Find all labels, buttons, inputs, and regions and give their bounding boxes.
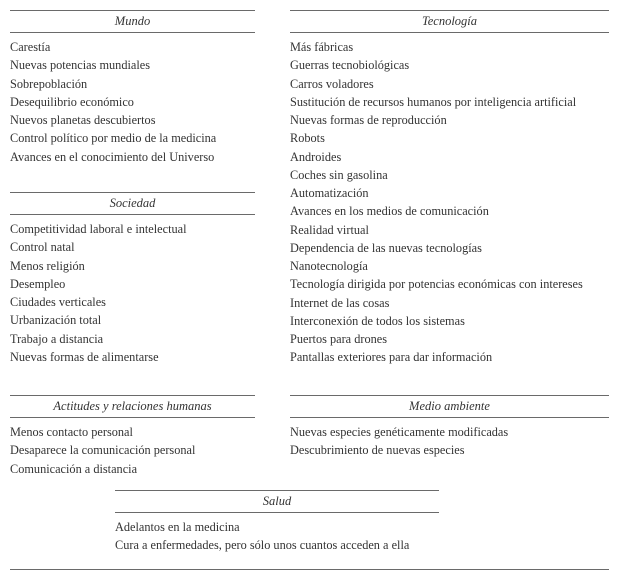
list-item: Dependencia de las nuevas tecnologías (290, 240, 482, 255)
section-title-rule (10, 417, 255, 418)
item-list (10, 38, 255, 166)
list-item: Nuevos planetas descubiertos (10, 113, 156, 127)
list-item: Androides (290, 149, 342, 164)
section-medio-ambiente (290, 395, 609, 460)
list-item: Control político por medio de la medicina (10, 131, 217, 146)
list-item: Urbanización total (10, 313, 102, 328)
list-item: Más fábricas (290, 40, 354, 54)
item-list (290, 423, 609, 460)
list-item: Desaparece la comunicación personal (10, 443, 196, 458)
section-title: Medio ambiente (409, 399, 490, 413)
section-tecnologia (290, 10, 609, 367)
list-item: Comunicación a distancia (10, 461, 138, 476)
list-item: Menos contacto personal (10, 425, 133, 439)
list-item: Trabajo a distancia (10, 331, 104, 346)
bottom-rule (10, 569, 609, 570)
list-item: Carestía (10, 40, 51, 54)
list-item: Nuevas formas de reproducción (290, 113, 447, 127)
list-item: Puertos para drones (290, 332, 387, 346)
list-item: Sustitución de recursos humanos por inteligencia artificial (290, 94, 577, 109)
section-title: Salud (262, 494, 292, 508)
section-salud (115, 490, 439, 555)
list-item: Descubrimiento de nuevas especies (290, 443, 465, 458)
section-title: Mundo (114, 14, 151, 28)
list-item: Tecnología dirigida por potencias económicas con intereses (290, 277, 583, 292)
list-item: Cura a enfermedades, pero sólo unos cuantos acceden a ella (115, 538, 410, 553)
section-sociedad (10, 192, 255, 366)
list-item: Desequilibrio económico (10, 94, 134, 109)
section-title-rule (290, 32, 609, 33)
list-item: Avances en los medios de comunicación (290, 204, 489, 219)
list-item: Guerras tecnobiológicas (290, 58, 410, 73)
list-item: Nanotecnología (290, 259, 368, 273)
item-list (10, 220, 255, 366)
section-actitudes (10, 395, 255, 478)
list-item: Adelantos en la medicina (115, 520, 240, 534)
list-item: Automatización (290, 186, 369, 200)
item-list (115, 518, 439, 555)
section-title-rule (10, 214, 255, 215)
list-item: Nuevas especies genéticamente modificadas (290, 425, 509, 439)
list-item: Nuevas formas de alimentarse (10, 349, 159, 364)
list-item: Pantallas exteriores para dar información (290, 350, 493, 365)
list-item: Sobrepoblación (10, 76, 88, 91)
list-item: Internet de las cosas (290, 295, 390, 310)
list-item: Competitividad laboral e intelectual (10, 222, 187, 236)
list-item: Avances en el conocimiento del Universo (10, 149, 215, 164)
list-item: Nuevas potencias mundiales (10, 58, 151, 73)
section-title-rule (10, 32, 255, 33)
list-item: Interconexión de todos los sistemas (290, 313, 465, 328)
section-mundo (10, 10, 255, 166)
section-title: Actitudes y relaciones humanas (53, 399, 212, 413)
section-title: Sociedad (109, 196, 156, 210)
section-title-rule (290, 417, 609, 418)
list-item: Control natal (10, 240, 75, 255)
section-title-rule (115, 512, 439, 513)
list-item: Desempleo (10, 276, 66, 291)
list-item: Robots (290, 131, 325, 146)
list-item: Realidad virtual (290, 222, 369, 237)
list-item: Carros voladores (290, 76, 374, 91)
item-list (10, 423, 255, 478)
item-list (290, 38, 609, 367)
list-item: Ciudades verticales (10, 295, 106, 309)
list-item: Coches sin gasolina (290, 167, 388, 182)
section-title: Tecnología (421, 14, 478, 28)
list-item: Menos religión (10, 258, 85, 273)
